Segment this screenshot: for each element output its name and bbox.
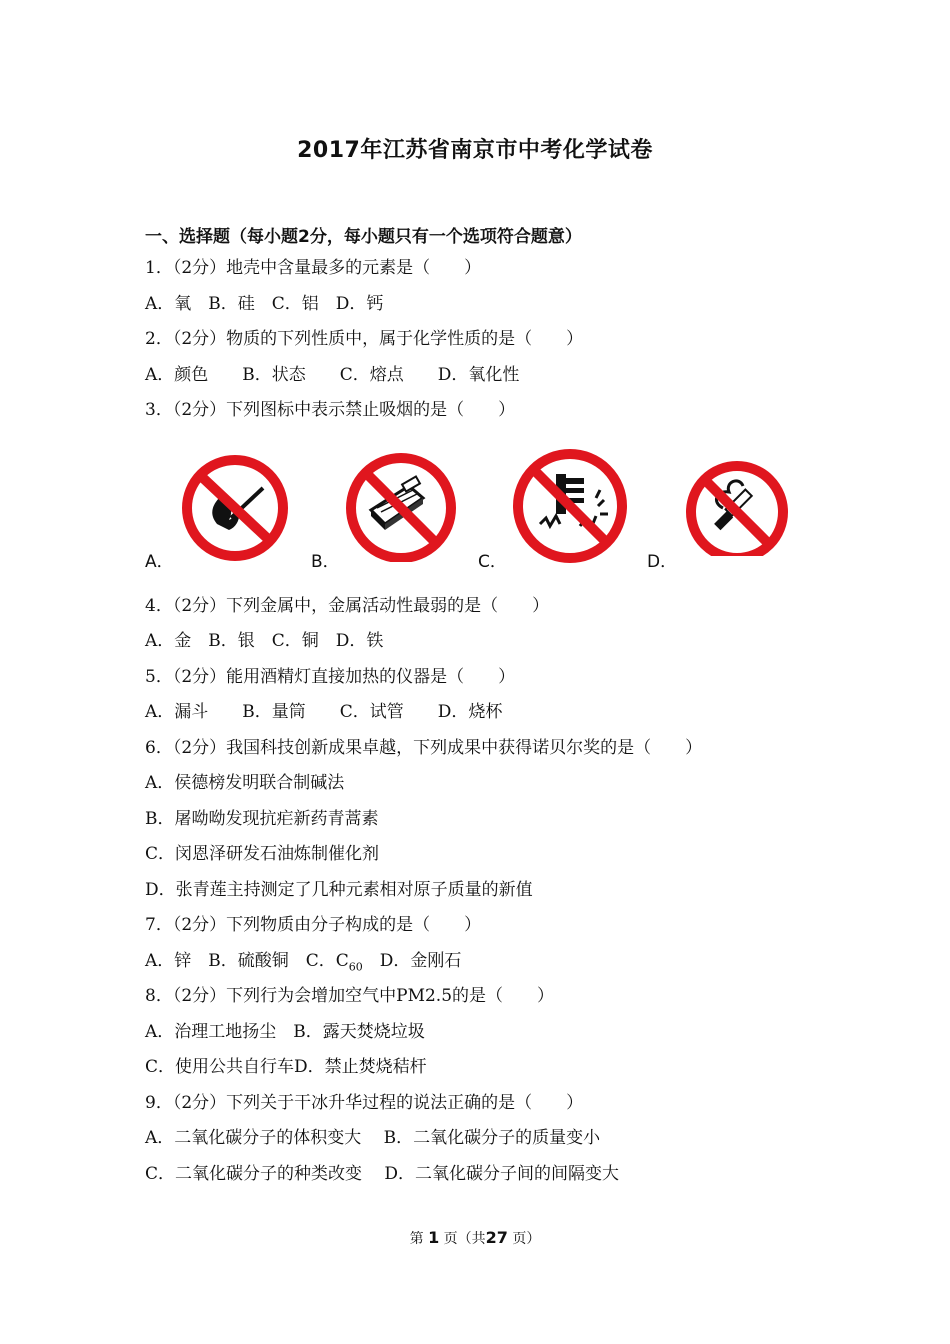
question-5-stem: 5．（2分）能用酒精灯直接加热的仪器是（ ）: [145, 667, 516, 687]
option-a-label: A．: [145, 552, 174, 572]
question-7-stem: 7．（2分）下列物质由分子构成的是（ ）: [145, 915, 482, 935]
question-8-stem: 8．（2分）下列行为会增加空气中PM2.5的是（ ）: [145, 986, 555, 1006]
question-8-options-1: A．治理工地扬尘 B．露天焚烧垃圾: [145, 1022, 425, 1042]
question-6-option-d: D．张青莲主持测定了几种元素相对原子质量的新值: [145, 880, 533, 900]
question-7-options-prefix: A．锌 B．硫酸铜 C．C: [145, 951, 349, 971]
question-3-stem: 3．（2分）下列图标中表示禁止吸烟的是（ ）: [145, 400, 516, 420]
question-4-stem: 4．（2分）下列金属中，金属活动性最弱的是（ ）: [145, 596, 550, 616]
no-open-flame-icon: [177, 446, 293, 562]
page-footer: [0, 1228, 950, 1248]
question-6-option-b: B．屠呦呦发现抗疟新药青蒿素: [145, 809, 379, 829]
option-a-sign: [145, 446, 305, 576]
no-matches-icon: [343, 446, 459, 562]
question-5-options: A．漏斗 B．量筒 C．试管 D．烧杯: [145, 702, 503, 722]
footer-suffix: 页）: [512, 1231, 541, 1247]
question-6-option-c: C．闵恩泽研发石油炼制催化剂: [145, 844, 380, 864]
option-b-sign: [311, 446, 471, 576]
question-1-options: A．氧 B．硅 C．铝 D．钙: [145, 294, 384, 314]
question-3-icons: [145, 446, 805, 576]
question-9-stem: 9．（2分）下列关于干冰升华过程的说法正确的是（ ）: [145, 1093, 584, 1113]
question-7-options-suffix: D．金刚石: [362, 951, 462, 971]
footer-prefix: 第: [409, 1231, 424, 1247]
option-b-label: B．: [311, 552, 340, 572]
footer-total-pages: 27: [485, 1228, 508, 1247]
question-1-stem: 1．（2分）地壳中含量最多的元素是（ ）: [145, 258, 482, 278]
option-d-label: D．: [647, 552, 678, 572]
question-6-option-a: A．侯德榜发明联合制碱法: [145, 773, 345, 793]
footer-page-number: 1: [428, 1228, 440, 1247]
footer-middle: 页（共: [443, 1231, 486, 1247]
question-9-options-2: C．二氧化碳分子的种类改变 D．二氧化碳分子间的间隔变大: [145, 1164, 620, 1184]
question-2-stem: 2．（2分）物质的下列性质中，属于化学性质的是（ ）: [145, 329, 584, 349]
page-title: 2017年江苏省南京市中考化学试卷: [297, 138, 653, 163]
question-7-options: [145, 950, 461, 978]
question-6-stem: 6．（2分）我国科技创新成果卓越，下列成果中获得诺贝尔奖的是（ ）: [145, 738, 703, 758]
option-d-sign: [647, 446, 807, 576]
question-4-options: A．金 B．银 C．铜 D．铁: [145, 631, 384, 651]
question-9-options-1: A．二氧化碳分子的体积变大 B．二氧化碳分子的质量变小: [145, 1128, 601, 1148]
question-7-options-subscript: 60: [348, 960, 363, 974]
section-heading: 一、选择题（每小题2分，每小题只有一个选项符合题意）: [145, 227, 582, 247]
no-fireworks-icon: [510, 446, 630, 566]
no-smoking-icon: [681, 446, 791, 556]
option-c-sign: [478, 446, 648, 576]
option-c-label: C．: [478, 552, 507, 572]
question-2-options: A．颜色 B．状态 C．熔点 D．氧化性: [145, 365, 520, 385]
question-8-options-2: C．使用公共自行车D．禁止焚烧秸杆: [145, 1057, 427, 1077]
